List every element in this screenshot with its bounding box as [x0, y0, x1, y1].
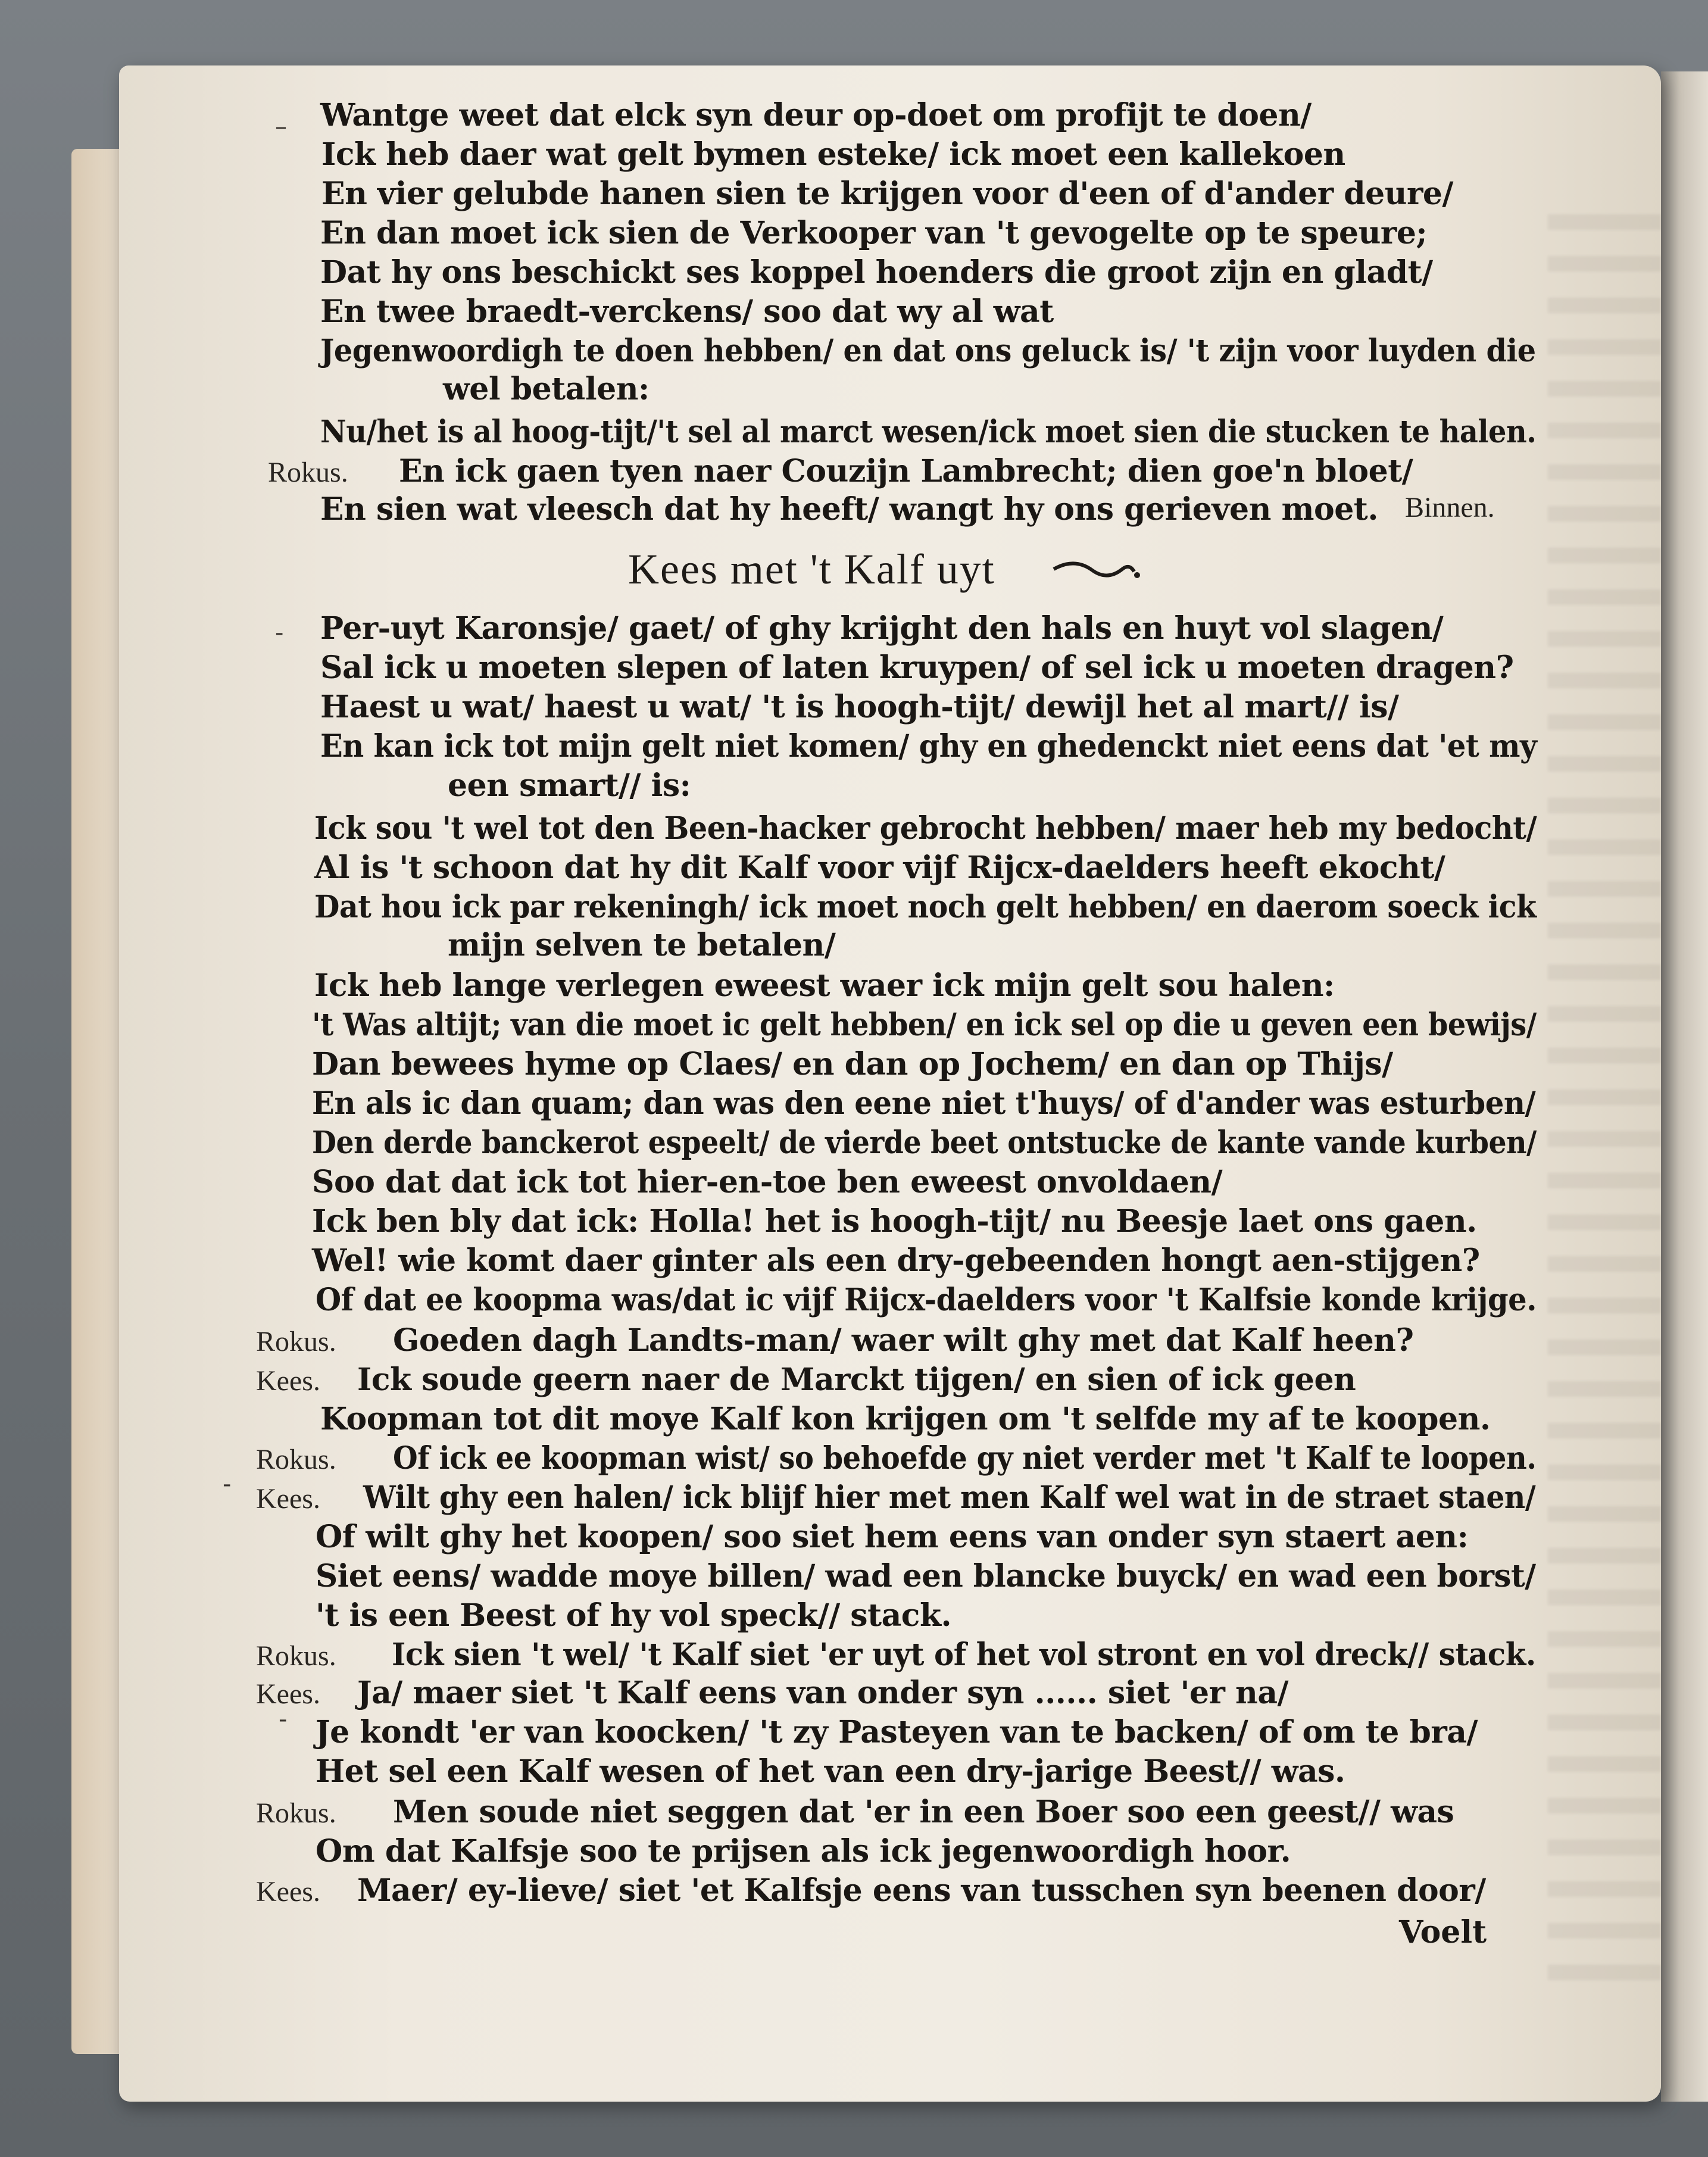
text-line: Je kondt 'er van koocken/ 't zy Pasteyen van te backen/ of om te bra/	[316, 1714, 1478, 1750]
speaker-label: Rokus.	[256, 1797, 336, 1829]
text-line: Ick heb daer wat gelt bymen esteke/ ick moet een kallekoen	[321, 136, 1345, 173]
text-line: Al is 't schoon dat hy dit Kalf voor vijf Rijcx-daelders heeft ekocht/	[314, 850, 1445, 886]
text-line: Ick ben bly dat ick: Holla! het is hoogh-tijt/ nu Beesje laet ons gaen.	[312, 1203, 1477, 1240]
text-line: Ick sou 't wel tot den Been-hacker gebrocht hebben/ maer heb my bedocht/	[314, 810, 1537, 847]
text-line: Wel! wie komt daer ginter als een dry-gebeenden hongt aen-stijgen?	[312, 1243, 1480, 1279]
text-line: En kan ick tot mijn gelt niet komen/ ghy en ghedenckt niet eens dat 'et my	[320, 728, 1537, 764]
text-line: wel betalen:	[443, 371, 650, 407]
speaker-label: Kees.	[256, 1876, 320, 1908]
text-line: 't is een Beest of hy vol speck// stack.	[316, 1597, 952, 1634]
text-line: Ick heb lange verlegen eweest waer ick mijn gelt sou halen:	[314, 967, 1335, 1004]
text-line: En twee braedt-verckens/ soo dat wy al wat	[320, 294, 1054, 330]
text-line: Siet eens/ wadde moye billen/ wad een blancke buyck/ en wad een borst/	[316, 1558, 1536, 1594]
text-line: En dan moet ick sien de Verkooper van 't gevogelte op te speure;	[320, 215, 1428, 251]
text-line: En als ic dan quam; dan was den eene niet t'huys/ of d'ander was esturben/	[312, 1085, 1536, 1122]
flourish-ornament	[1051, 551, 1140, 587]
text-line: Ick soude geern naer de Marckt tijgen/ en sien of ick geen	[357, 1362, 1356, 1398]
scene-heading: Kees met 't Kalf uyt	[628, 545, 995, 593]
text-line: een smart// is:	[448, 767, 691, 804]
text-line: Ja/ maer siet 't Kalf eens van onder syn ...... siet 'er na/	[357, 1675, 1289, 1711]
catchword: Voelt	[1399, 1914, 1487, 1950]
text-line: Of wilt ghy het koopen/ soo siet hem eens van onder syn staert aen:	[316, 1519, 1469, 1555]
text-line: Haest u wat/ haest u wat/ 't is hoogh-tijt/ dewijl het al mart// is/	[320, 689, 1399, 725]
text-line: Dat hy ons beschickt ses koppel hoenders die groot zijn en gladt/	[320, 254, 1433, 291]
text-line: Per-uyt Karonsje/ gaet/ of ghy krijght den hals en huyt vol slagen/	[320, 610, 1444, 647]
speaker-label: Kees.	[256, 1483, 320, 1515]
text-line: Soo dat dat ick tot hier-en-toe ben eweest onvoldaen/	[312, 1164, 1223, 1200]
text-line: Of dat ee koopma was/dat ic vijf Rijcx-daelders voor 't Kalfsie konde krijge.	[316, 1282, 1537, 1318]
text-line: Men soude niet seggen dat 'er in een Boer soo een geest// was	[393, 1794, 1454, 1830]
text-line: mijn selven te betalen/	[448, 927, 836, 963]
margin-mark: -	[279, 1706, 288, 1733]
text-line: Dat hou ick par rekeningh/ ick moet noch gelt hebben/ en daerom soeck ick	[314, 889, 1537, 925]
text-line: Het sel een Kalf wesen of het van een dry-jarige Beest// was.	[316, 1753, 1345, 1790]
speaker-label: Rokus.	[256, 1326, 336, 1357]
text-line: Goeden dagh Landts-man/ waer wilt ghy met dat Kalf heen?	[393, 1322, 1414, 1359]
margin-mark: -	[275, 619, 284, 647]
text-line: Koopman tot dit moye Kalf kon krijgen om 't selfde my af te koopen.	[320, 1401, 1491, 1437]
text-line: Maer/ ey-lieve/ siet 'et Kalfsje eens van tusschen syn beenen door/	[357, 1872, 1486, 1909]
text-line: Wantge weet dat elck syn deur op-doet om profijt te doen/	[320, 97, 1312, 133]
speaker-label: Rokus.	[256, 1640, 336, 1672]
facing-page-edge	[1661, 71, 1708, 2102]
show-through-text	[1548, 214, 1661, 2000]
text-line: Jegenwoordigh te doen hebben/ en dat ons geluck is/ 't zijn voor luyden die	[320, 333, 1536, 369]
text-line: Dan bewees hyme op Claes/ en dan op Jochem/ en dan op Thijs/	[312, 1046, 1393, 1082]
speaker-label: Rokus.	[256, 1444, 336, 1475]
text-line: Wilt ghy een halen/ ick blijf hier met men Kalf wel wat in de straet staen/	[363, 1479, 1536, 1516]
text-line: Sal ick u moeten slepen of laten kruypen/ of sel ick u moeten dragen?	[320, 650, 1514, 686]
text-line: Of ick ee koopman wist/ so behoefde gy niet verder met 't Kalf te loopen.	[393, 1440, 1537, 1477]
margin-mark: -	[223, 1471, 232, 1498]
text-line: Om dat Kalfsje soo te prijsen als ick jegenwoordigh hoor.	[316, 1833, 1291, 1869]
margin-mark: –	[275, 113, 287, 141]
text-line: En ick gaen tyen naer Couzijn Lambrecht; dien goe'n bloet/	[399, 453, 1413, 489]
text-line: En vier gelubde hanen sien te krijgen voor d'een of d'ander deure/	[321, 176, 1453, 212]
text-line: En sien wat vleesch dat hy heeft/ wangt hy ons gerieven moet.	[320, 491, 1378, 527]
speaker-label: Kees.	[256, 1678, 320, 1710]
text-line: Ick sien 't wel/ 't Kalf siet 'er uyt of het vol stront en vol dreck// stack.	[392, 1637, 1536, 1673]
text-line: Nu/het is al hoog-tijt/'t sel al marct wesen/ick moet sien die stucken te halen.	[320, 414, 1537, 450]
speaker-label: Kees.	[256, 1365, 320, 1397]
text-line: Den derde banckerot espeelt/ de vierde beet ontstucke de kante vande kurben/	[312, 1125, 1537, 1161]
text-line: 't Was altijt; van die moet ic gelt hebben/ en ick sel op die u geven een bewijs/	[312, 1007, 1537, 1043]
stage-direction: Binnen.	[1405, 492, 1495, 523]
speaker-label: Rokus.	[268, 457, 348, 488]
